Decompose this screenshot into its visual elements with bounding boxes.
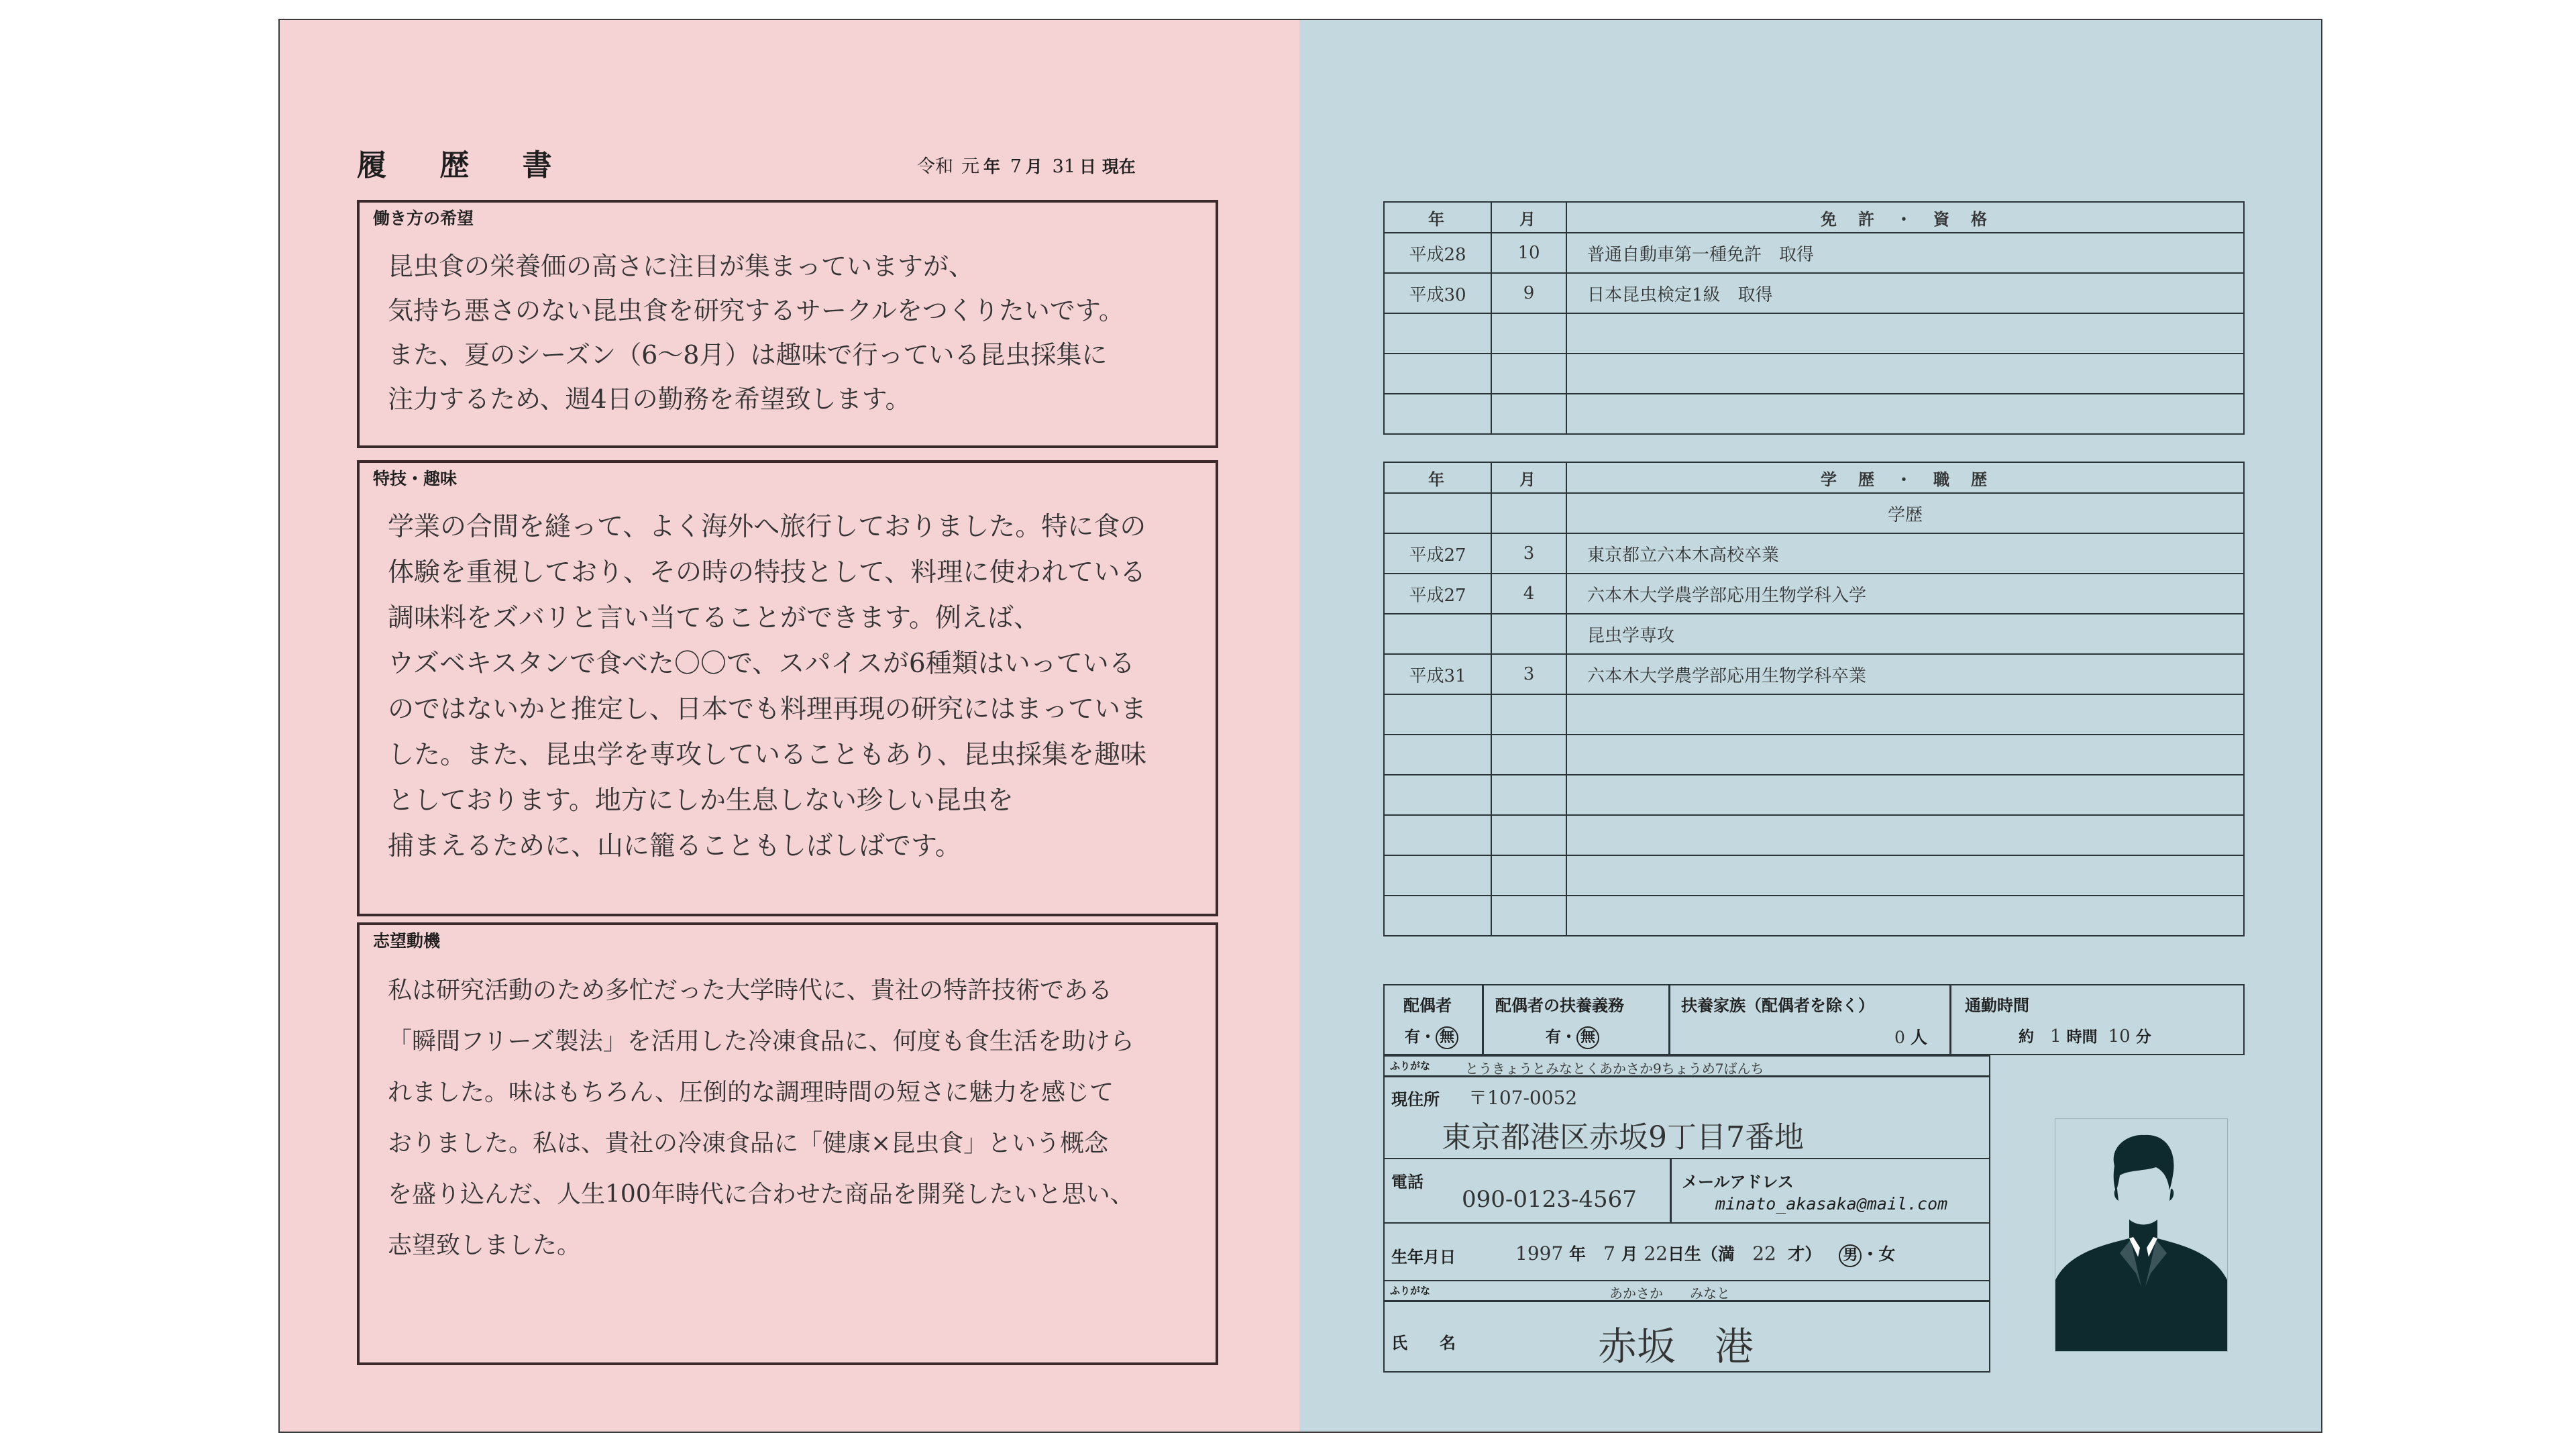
text-line: 学業の合間を縫って、よく海外へ旅行しておりました。特に食の xyxy=(388,512,1146,542)
skills-hobbies-box xyxy=(357,460,1218,916)
address-label: 現住所 xyxy=(1391,1090,1440,1109)
month-cell xyxy=(1491,775,1566,815)
entry-cell: 六本木大学農学部応用生物学科卒業 xyxy=(1566,654,2244,694)
text-line: 注力するため、週4日の勤務を希望致します。 xyxy=(388,384,911,414)
text-line: 志望致しました。 xyxy=(388,1232,582,1259)
text-line: 私は研究活動のため多忙だった大学時代に、貴社の特許技術である xyxy=(388,977,1113,1004)
phone-label: 電話 xyxy=(1391,1173,1424,1191)
month-cell xyxy=(1491,354,1566,394)
phone-value: 090-0123-4567 xyxy=(1462,1186,1637,1213)
email-label: メールアドレス xyxy=(1682,1173,1794,1191)
table-row xyxy=(1384,735,2244,775)
col-history: 学 歴 ・ 職 歴 xyxy=(1566,462,2244,493)
contact-section xyxy=(1383,1158,1990,1224)
text-line: した。また、昆虫学を専攻していることもあり、昆虫採集を趣味 xyxy=(388,740,1147,770)
postal-code: 〒107-0052 xyxy=(1468,1087,1578,1109)
text-line: 「瞬間フリーズ製法」を活用した冷凍食品に、何度も食生活を助けら xyxy=(388,1028,1134,1055)
date-era: 令和 xyxy=(917,156,953,177)
dependents-count: 0 xyxy=(1894,1028,1905,1047)
date-day: 31 xyxy=(1052,156,1076,177)
month-cell: 10 xyxy=(1491,233,1566,273)
date-year: 元 xyxy=(961,156,979,177)
table-row xyxy=(1384,654,2244,694)
birth-day: 22 xyxy=(1644,1242,1668,1265)
table-row xyxy=(1384,313,2244,354)
entry-cell xyxy=(1566,815,2244,855)
entry-cell xyxy=(1566,354,2244,394)
duty-yes-option: 有・ xyxy=(1546,1028,1576,1046)
entry-cell: 昆虫学専攻 xyxy=(1566,614,2244,654)
birth-month-unit: 月 xyxy=(1621,1244,1638,1264)
text-line: 体験を重視しており、その時の特技として、料理に使われている xyxy=(388,557,1146,588)
right-page xyxy=(1299,19,2322,1433)
commute-prefix: 約 xyxy=(2019,1028,2034,1046)
month-cell xyxy=(1491,313,1566,354)
year-cell xyxy=(1384,313,1491,354)
birth-day-unit: 日生（満 xyxy=(1668,1244,1735,1264)
year-cell: 平成27 xyxy=(1384,574,1491,614)
year-cell xyxy=(1384,735,1491,775)
month-cell xyxy=(1491,493,1566,533)
motivation-box xyxy=(357,922,1218,1365)
entry-cell xyxy=(1566,896,2244,936)
date-line xyxy=(913,152,1136,178)
spouse-yes-option: 有・ xyxy=(1405,1028,1436,1046)
text-line: 捕まえるために、山に籠ることもしばしばです。 xyxy=(388,831,961,861)
table-row xyxy=(1384,775,2244,815)
month-cell: 4 xyxy=(1491,574,1566,614)
table-row xyxy=(1384,855,2244,896)
commute-label: 通勤時間 xyxy=(1965,996,2029,1015)
duty-no-circled: 無 xyxy=(1576,1026,1599,1049)
table-row xyxy=(1384,896,2244,936)
entry-cell: 東京都立六本木高校卒業 xyxy=(1566,533,2244,574)
entry-cell: 日本昆虫検定1級 取得 xyxy=(1566,273,2244,313)
page-title: 履 歴 書 xyxy=(357,148,574,182)
address-furigana-label: ふりがな xyxy=(1390,1060,1431,1072)
year-cell xyxy=(1384,896,1491,936)
name-section xyxy=(1383,1280,1990,1373)
month-cell xyxy=(1491,896,1566,936)
name-label: 氏 名 xyxy=(1391,1334,1456,1352)
table-row xyxy=(1384,273,2244,313)
family-section xyxy=(1383,984,2245,1055)
table-row xyxy=(1384,614,2244,654)
year-cell: 平成28 xyxy=(1384,233,1491,273)
birth-year: 1997 xyxy=(1515,1242,1564,1265)
col-month: 月 xyxy=(1491,462,1566,493)
sex-female: 女 xyxy=(1878,1244,1896,1264)
year-cell xyxy=(1384,815,1491,855)
commute-minutes: 10 xyxy=(2108,1026,2131,1046)
month-cell xyxy=(1491,735,1566,775)
text-line: 昆虫食の栄養価の高さに注目が集まっていますが、 xyxy=(388,252,975,281)
entry-cell xyxy=(1566,735,2244,775)
table-row xyxy=(1384,493,2244,533)
spouse-value xyxy=(1405,1024,1458,1049)
address-value: 東京都港区赤坂9丁目7番地 xyxy=(1442,1120,1804,1155)
entry-cell xyxy=(1566,855,2244,896)
month-cell xyxy=(1491,815,1566,855)
month-cell: 3 xyxy=(1491,654,1566,694)
col-month: 月 xyxy=(1491,202,1566,233)
divider xyxy=(1482,985,1484,1054)
table-row xyxy=(1384,354,2244,394)
spouse-no-circled: 無 xyxy=(1436,1026,1458,1049)
spouse-duty-value xyxy=(1546,1024,1599,1049)
age-unit: 才） xyxy=(1788,1244,1822,1264)
entry-cell xyxy=(1566,694,2244,735)
birth-month: 7 xyxy=(1603,1242,1615,1265)
year-cell: 平成27 xyxy=(1384,533,1491,574)
table-row xyxy=(1384,574,2244,614)
skills-hobbies-text xyxy=(388,504,1146,869)
divider xyxy=(1949,985,1951,1054)
col-year: 年 xyxy=(1384,202,1491,233)
dependents-unit: 人 xyxy=(1910,1028,1927,1047)
date-suffix: 現在 xyxy=(1102,157,1136,176)
text-line: を盛り込んだ、人生100年時代に合わせた商品を開発したいと思い、 xyxy=(388,1181,1134,1208)
year-cell xyxy=(1384,614,1491,654)
education-career-table xyxy=(1383,462,2245,936)
text-line: 調味料をズバリと言い当てることができます。例えば、 xyxy=(388,603,1040,633)
dependents-label: 扶養家族（配偶者を除く） xyxy=(1681,996,1874,1015)
year-cell: 平成30 xyxy=(1384,273,1491,313)
month-cell xyxy=(1491,614,1566,654)
year-cell xyxy=(1384,855,1491,896)
col-year: 年 xyxy=(1384,462,1491,493)
month-cell: 3 xyxy=(1491,533,1566,574)
name-value: 赤坂 港 xyxy=(1598,1324,1754,1369)
left-page xyxy=(278,19,1301,1433)
date-day-unit: 日 xyxy=(1079,157,1097,176)
commute-hours: 1 xyxy=(2050,1026,2061,1046)
date-year-unit: 年 xyxy=(983,157,1001,176)
text-line: れました。味はもちろん、圧倒的な調理時間の短さに魅力を感じて xyxy=(388,1079,1114,1106)
section-heading: 学歴 xyxy=(1566,493,2244,533)
age-value: 22 xyxy=(1752,1242,1776,1265)
month-cell xyxy=(1491,394,1566,434)
year-cell xyxy=(1384,493,1491,533)
spouse-duty-label: 配偶者の扶養義務 xyxy=(1495,996,1624,1015)
text-line: また、夏のシーズン（6〜8月）は趣味で行っている昆虫採集に xyxy=(388,340,1108,370)
year-cell xyxy=(1384,354,1491,394)
commute-value xyxy=(2019,1024,2151,1046)
month-cell xyxy=(1491,855,1566,896)
text-line: のではないかと推定し、日本でも料理再現の研究にはまっていま xyxy=(388,694,1147,724)
text-line: 気持ち悪さのない昆虫食を研究するサークルをつくりたいです。 xyxy=(388,296,1124,325)
entry-cell xyxy=(1566,313,2244,354)
table-row xyxy=(1384,394,2244,434)
year-cell xyxy=(1384,394,1491,434)
address-furigana: とうきょうとみなとくあかさか9ちょうめ7ばんち xyxy=(1465,1061,1764,1077)
motivation-label: 志望動機 xyxy=(373,931,441,951)
work-preference-label: 働き方の希望 xyxy=(373,209,474,228)
commute-minutes-unit: 分 xyxy=(2135,1028,2151,1046)
id-photo xyxy=(2055,1118,2228,1352)
dependents-value xyxy=(1894,1024,1927,1049)
col-license: 免 許 ・ 資 格 xyxy=(1566,202,2244,233)
text-line: おりました。私は、貴社の冷凍食品に「健康×昆虫食」という概念 xyxy=(388,1130,1109,1157)
birthdate-value xyxy=(1515,1241,1895,1267)
entry-cell: 普通自動車第一種免許 取得 xyxy=(1566,233,2244,273)
spouse-label: 配偶者 xyxy=(1403,996,1452,1015)
divider xyxy=(1668,985,1670,1054)
birthdate-label: 生年月日 xyxy=(1391,1248,1456,1267)
license-table xyxy=(1383,201,2245,435)
year-cell xyxy=(1384,775,1491,815)
birth-section xyxy=(1383,1222,1990,1281)
work-preference-text xyxy=(388,244,1124,421)
entry-cell: 六本木大学農学部応用生物学科入学 xyxy=(1566,574,2244,614)
name-furigana-label: ふりがな xyxy=(1390,1285,1431,1297)
address-section xyxy=(1383,1055,1990,1159)
sex-male-circled: 男 xyxy=(1839,1244,1862,1267)
work-preference-box xyxy=(357,200,1218,448)
table-row xyxy=(1384,233,2244,273)
table-row xyxy=(1384,815,2244,855)
motivation-text xyxy=(388,965,1134,1271)
year-cell: 平成31 xyxy=(1384,654,1491,694)
skills-hobbies-label: 特技・趣味 xyxy=(373,469,458,488)
email-value: minato_akasaka@mail.com xyxy=(1715,1194,1948,1214)
entry-cell xyxy=(1566,775,2244,815)
person-silhouette-icon xyxy=(2055,1119,2227,1351)
table-header-row xyxy=(1384,202,2244,233)
month-cell xyxy=(1491,694,1566,735)
year-cell xyxy=(1384,694,1491,735)
text-line: としております。地方にしか生息しない珍しい昆虫を xyxy=(388,786,1014,816)
divider xyxy=(1670,1159,1672,1222)
birth-year-unit: 年 xyxy=(1568,1244,1586,1264)
date-month: 7 xyxy=(1010,156,1022,177)
table-header-row xyxy=(1384,462,2244,493)
table-row xyxy=(1384,533,2244,574)
name-furigana: あかさか みなと xyxy=(1609,1285,1730,1301)
month-cell: 9 xyxy=(1491,273,1566,313)
sex-separator: ・ xyxy=(1862,1244,1879,1264)
entry-cell xyxy=(1566,394,2244,434)
table-row xyxy=(1384,694,2244,735)
date-month-unit: 月 xyxy=(1025,157,1042,176)
commute-hours-unit: 時間 xyxy=(2066,1028,2098,1046)
text-line: ウズベキスタンで食べた〇〇で、スパイスが6種類はいっている xyxy=(388,649,1135,679)
